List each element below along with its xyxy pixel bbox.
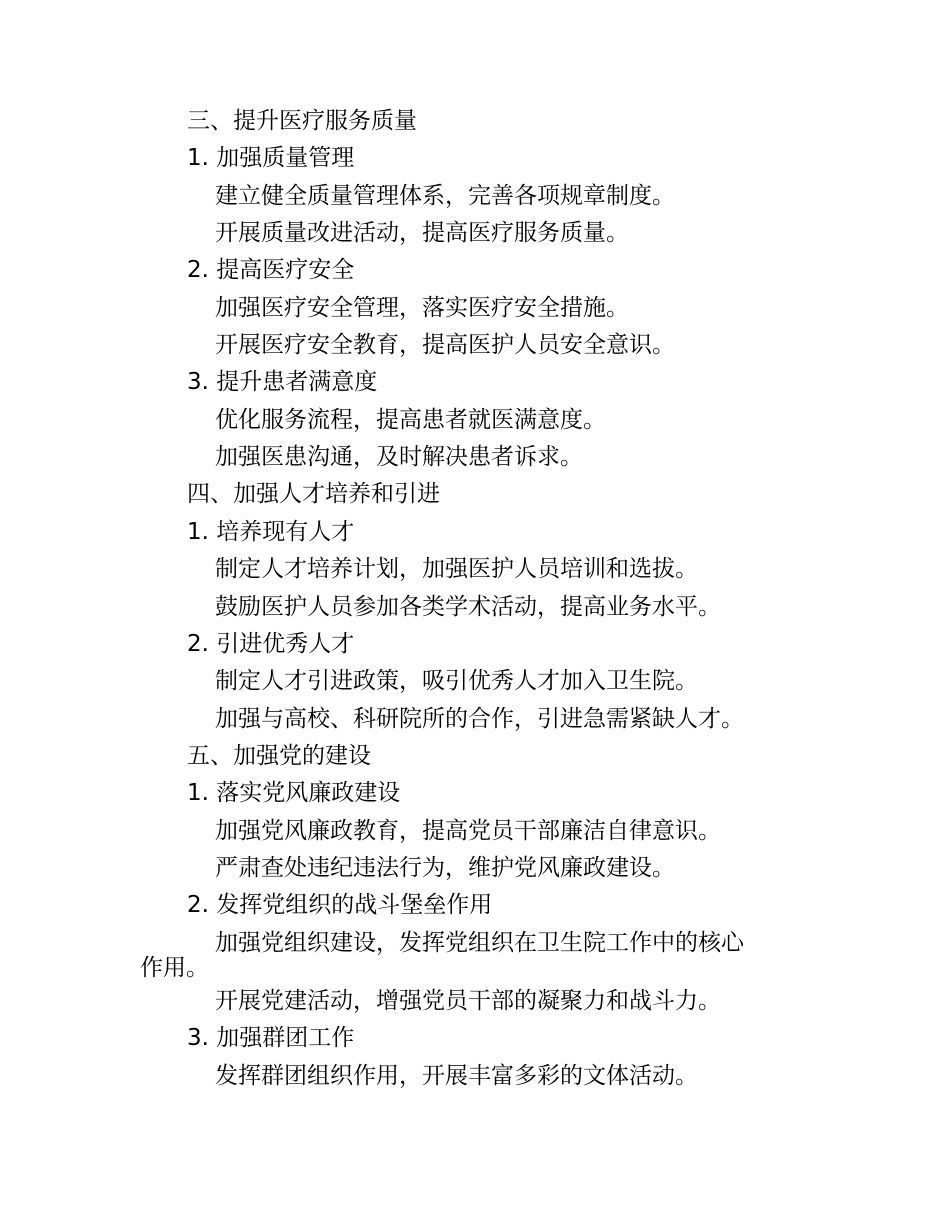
- paragraph-line: 建立健全质量管理体系，完善各项规章制度。: [215, 183, 675, 209]
- paragraph-line: 制定人才培养计划，加强医护人员培训和选拔。: [215, 556, 698, 582]
- paragraph-line: 鼓励医护人员参加各类学术活动，提高业务水平。: [215, 594, 721, 620]
- paragraph-line: 加强医患沟通，及时解决患者诉求。: [215, 444, 583, 470]
- subheading-5-1: 1. 落实党风廉政建设: [187, 780, 401, 806]
- subheading-5-2: 2. 发挥党组织的战斗堡垒作用: [187, 892, 493, 918]
- paragraph-line: 开展质量改进活动，提高医疗服务质量。: [215, 220, 629, 246]
- paragraph-line: 发挥群团组织作用，开展丰富多彩的文体活动。: [215, 1063, 698, 1089]
- paragraph-line: 加强与高校、科研院所的合作，引进急需紧缺人才。: [215, 706, 744, 732]
- section-heading-3: 三、提升医疗服务质量: [187, 108, 417, 134]
- section-heading-5: 五、加强党的建设: [187, 743, 371, 769]
- section-heading-4: 四、加强人才培养和引进: [187, 481, 440, 507]
- subheading-4-2: 2. 引进优秀人才: [187, 631, 355, 657]
- subheading-4-1: 1. 培养现有人才: [187, 519, 355, 545]
- paragraph-line: 优化服务流程，提高患者就医满意度。: [215, 407, 606, 433]
- paragraph-line: 制定人才引进政策，吸引优秀人才加入卫生院。: [215, 668, 698, 694]
- subheading-5-3: 3. 加强群团工作: [187, 1025, 355, 1051]
- paragraph-line: 开展医疗安全教育，提高医护人员安全意识。: [215, 332, 675, 358]
- paragraph-line-continuation: 作用。: [140, 955, 209, 981]
- subheading-3-1: 1. 加强质量管理: [187, 145, 355, 171]
- paragraph-line: 严肃查处违纪违法行为，维护党风廉政建设。: [215, 855, 675, 881]
- paragraph-line: 加强党风廉政教育，提高党员干部廉洁自律意识。: [215, 818, 721, 844]
- subheading-3-3: 3. 提升患者满意度: [187, 369, 378, 395]
- paragraph-line: 开展党建活动，增强党员干部的凝聚力和战斗力。: [215, 988, 721, 1014]
- subheading-3-2: 2. 提高医疗安全: [187, 257, 355, 283]
- paragraph-line: 加强医疗安全管理，落实医疗安全措施。: [215, 295, 629, 321]
- paragraph-line: 加强党组织建设，发挥党组织在卫生院工作中的核心: [215, 930, 744, 956]
